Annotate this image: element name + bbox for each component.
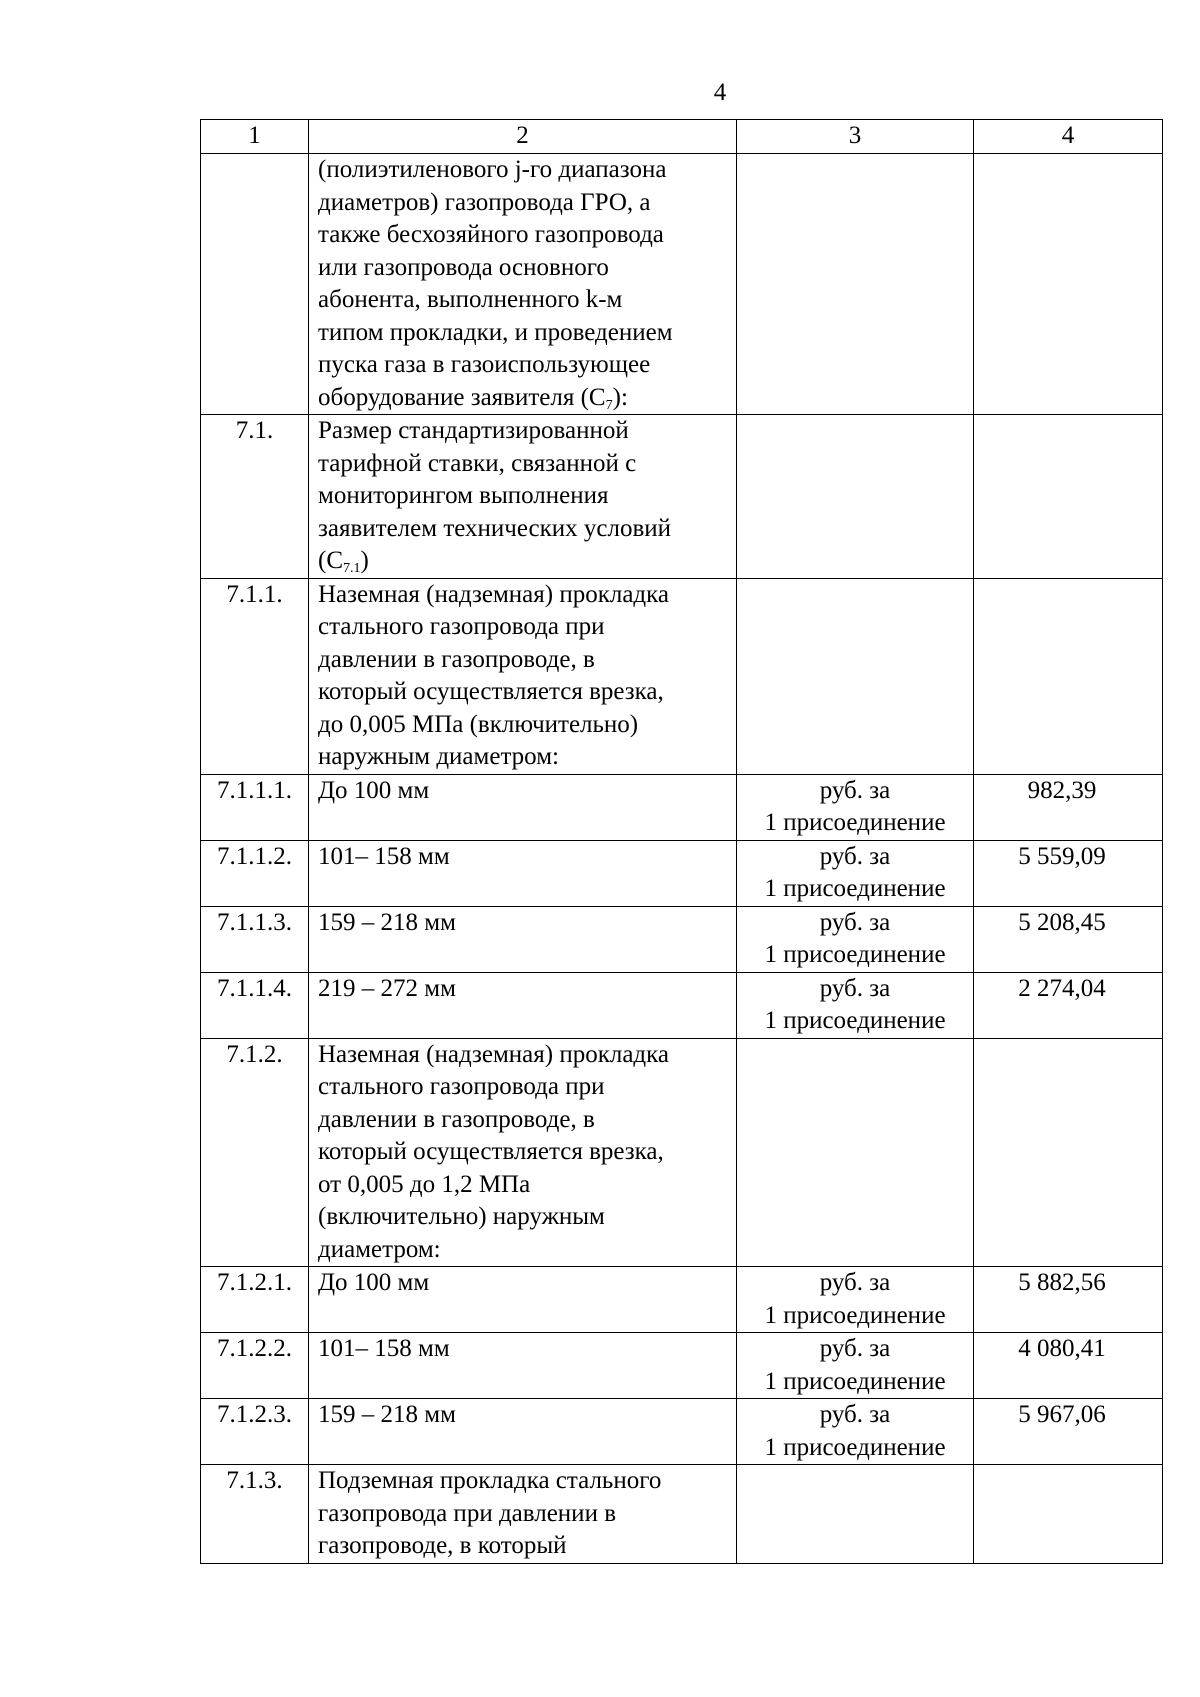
item-unit: [737, 154, 974, 415]
item-number: 7.1.1.2.: [201, 840, 309, 906]
unit-line: 1 присоединение: [764, 1007, 946, 1034]
description-line: газопроводе, в который: [318, 1532, 567, 1559]
description-line: (полиэтиленового j-го диапазона: [318, 156, 667, 183]
description-line: стального газопровода при: [318, 613, 605, 640]
item-unit: [737, 774, 974, 840]
item-description: [309, 415, 737, 579]
description-line: от 0,005 до 1,2 МПа: [318, 1170, 531, 1198]
item-value: 5 559,09: [974, 840, 1163, 906]
item-value: 982,39: [974, 774, 1163, 840]
item-unit: [737, 1399, 974, 1465]
description-line: Наземная (надземная) прокладка: [318, 1040, 670, 1068]
description-line: диаметров) газопровода ГРО, а: [318, 188, 651, 216]
description-line: до 0,005 МПа (включительно): [318, 710, 639, 738]
unit-line: 1 присоединение: [764, 941, 946, 968]
description-tail: ):: [612, 383, 628, 411]
description-line: 101– 158 мм: [318, 1335, 450, 1362]
item-unit: [737, 1267, 974, 1333]
unit-line: руб. за: [819, 908, 891, 936]
item-unit: [737, 578, 974, 774]
item-unit: [737, 972, 974, 1038]
item-number: 7.1.1.4.: [201, 972, 309, 1038]
description-line: газопровода при давлении в: [318, 1499, 616, 1527]
description-line: До 100 мм: [318, 1269, 430, 1296]
item-unit: [737, 415, 974, 579]
description-line: диаметром:: [318, 1235, 441, 1263]
unit-line: 1 присоединение: [764, 1367, 946, 1395]
description-line: Подземная прокладка стального: [318, 1467, 662, 1494]
subscript-index: 7: [605, 397, 613, 413]
item-unit: [737, 906, 974, 972]
item-value: 2 274,04: [974, 972, 1163, 1038]
item-number: 7.1.1.: [201, 578, 309, 774]
item-number: 7.1.1.3.: [201, 906, 309, 972]
item-unit: [737, 1465, 974, 1564]
description-line: стального газопровода при: [318, 1073, 605, 1100]
unit-line: 1 присоединение: [764, 1433, 946, 1461]
item-unit: [737, 1038, 974, 1267]
item-value: 4 080,41: [974, 1333, 1163, 1399]
item-unit: [737, 840, 974, 906]
item-description: [309, 154, 737, 415]
description-line: 101– 158 мм: [318, 842, 450, 870]
description-line: абонента, выполненного k-м: [318, 286, 623, 313]
unit-line: 1 присоединение: [764, 875, 946, 902]
description-line: который осуществляется врезка,: [318, 678, 664, 705]
item-description: [309, 1399, 737, 1465]
table-row: [201, 415, 1163, 579]
description-line: давлении в газопроводе, в: [318, 1105, 595, 1133]
item-description: [309, 1333, 737, 1399]
table-row: [201, 1465, 1163, 1564]
column-header: 2: [309, 120, 737, 154]
item-number: 7.1.2.: [201, 1038, 309, 1267]
unit-line: руб. за: [819, 842, 891, 870]
unit-line: 1 присоединение: [764, 1301, 946, 1329]
table-header-row: [201, 120, 1163, 154]
description-line: тарифной ставки, связанной с: [318, 449, 637, 477]
item-value: [974, 154, 1163, 415]
description-line: который осуществляется врезка,: [318, 1138, 664, 1165]
item-value: [974, 578, 1163, 774]
item-number: [201, 154, 309, 415]
item-description: [309, 578, 737, 774]
table-row: [201, 840, 1163, 906]
item-number: 7.1.3.: [201, 1465, 309, 1564]
table-row: [201, 1399, 1163, 1465]
item-number: 7.1.2.2.: [201, 1333, 309, 1399]
item-number: 7.1.: [201, 415, 309, 579]
description-line: Наземная (надземная) прокладка: [318, 580, 670, 608]
table-row: [201, 154, 1163, 415]
unit-line: руб. за: [819, 974, 891, 1002]
description-line: давлении в газопроводе, в: [318, 645, 595, 673]
table-row: [201, 1038, 1163, 1267]
item-value: 5 208,45: [974, 906, 1163, 972]
item-value: [974, 415, 1163, 579]
item-number: 7.1.1.1.: [201, 774, 309, 840]
unit-line: 1 присоединение: [764, 809, 946, 836]
column-header: 4: [974, 120, 1163, 154]
item-description: [309, 1267, 737, 1333]
description-line: наружным диаметром:: [318, 743, 559, 770]
unit-line: руб. за: [819, 776, 891, 804]
description-line: Размер стандартизированной: [318, 417, 629, 444]
description-line: или газопровода основного: [318, 253, 609, 281]
description-tail: ): [360, 547, 369, 574]
column-header: 1: [201, 120, 309, 154]
description-line: 159 – 218 мм: [318, 1401, 456, 1428]
table-row: [201, 578, 1163, 774]
description-line: типом прокладки, и проведением: [318, 318, 673, 346]
description-line: 219 – 272 мм: [318, 974, 456, 1002]
description-line: (включительно) наружным: [318, 1203, 605, 1230]
column-header: 3: [737, 120, 974, 154]
description-line: заявителем технических условий: [318, 514, 672, 542]
description-line: (C: [318, 547, 343, 574]
item-number: 7.1.2.3.: [201, 1399, 309, 1465]
item-value: [974, 1038, 1163, 1267]
description-line: мониторингом выполнения: [318, 482, 609, 509]
item-value: 5 882,56: [974, 1267, 1163, 1333]
table-row: [201, 972, 1163, 1038]
item-description: [309, 840, 737, 906]
description-line: оборудование заявителя (C: [318, 383, 606, 411]
page-number: 4: [713, 79, 727, 106]
item-description: [309, 1465, 737, 1564]
description-line: 159 – 218 мм: [318, 908, 456, 936]
item-value: 5 967,06: [974, 1399, 1163, 1465]
unit-line: руб. за: [819, 1335, 891, 1362]
table-row: [201, 906, 1163, 972]
item-description: [309, 906, 737, 972]
subscript-index: 7.1: [343, 561, 361, 576]
description-line: также бесхозяйного газопровода: [318, 221, 664, 248]
unit-line: руб. за: [819, 1269, 891, 1296]
table-row: [201, 774, 1163, 840]
description-line: пуска газа в газоиспользующее: [318, 351, 651, 378]
tariff-table: [200, 119, 1163, 1564]
item-description: [309, 1038, 737, 1267]
item-description: [309, 972, 737, 1038]
unit-line: руб. за: [819, 1401, 891, 1428]
item-number: 7.1.2.1.: [201, 1267, 309, 1333]
item-unit: [737, 1333, 974, 1399]
table-row: [201, 1333, 1163, 1399]
item-description: [309, 774, 737, 840]
description-line: До 100 мм: [318, 776, 430, 804]
item-value: [974, 1465, 1163, 1564]
table-row: [201, 1267, 1163, 1333]
